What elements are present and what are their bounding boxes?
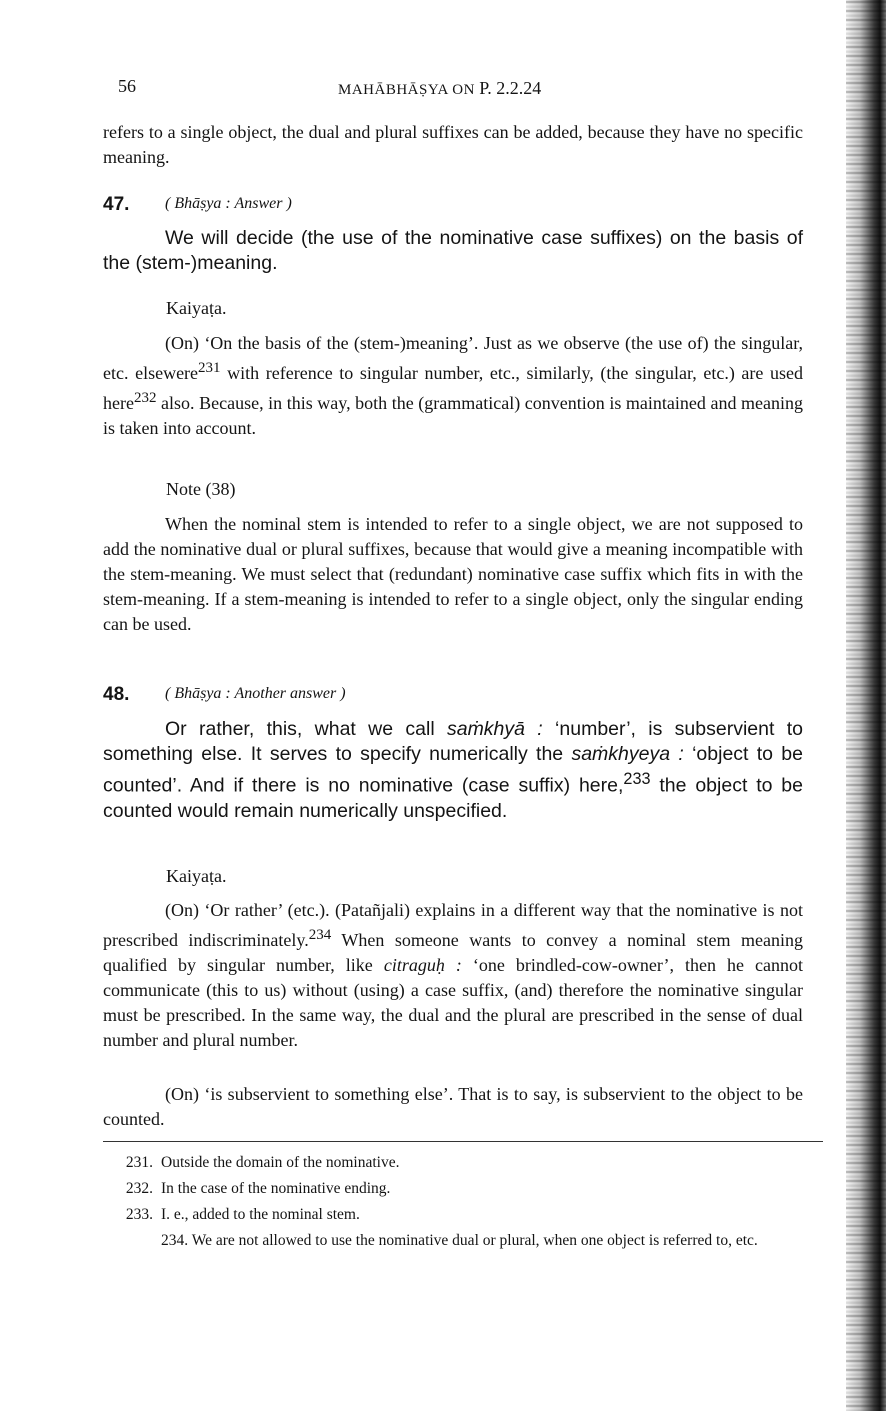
sanskrit-term: saṁkhyeya : bbox=[571, 743, 684, 765]
section-48-heading: ( Bhāṣya : Another answer ) bbox=[165, 685, 346, 702]
text-run: Or rather, this, what we call bbox=[165, 718, 447, 740]
intro-paragraph: refers to a single object, the dual and plural suffixes can be added, because they have no specific meaning. bbox=[103, 122, 803, 167]
text-run: (On) ‘Or rather’ (etc.). (Patañjali) explains in a different way that the nominative is not prescribed indiscriminately. bbox=[103, 900, 803, 950]
section-48-number: 48. bbox=[103, 684, 130, 705]
section-47-bhasya: We will decide (the use of the nominative case suffixes) on the basis of the (stem-)meaning. bbox=[103, 227, 803, 274]
footnote-ref-233: 233 bbox=[623, 770, 651, 788]
footnote-number: 234. bbox=[161, 1232, 189, 1249]
text-run: with reference to singular number, etc., similarly, (the singular, etc.) are used here bbox=[103, 363, 803, 413]
text-run: ‘number’, is subservient to something else. It serves to specify numerically the bbox=[103, 718, 803, 765]
text-run: the object to be counted would remain numerically unspecified. bbox=[103, 774, 803, 822]
text-run: (On) ‘On the basis of the (stem-)meaning’. Just as we observe (the use of) the singular, etc. elsewere bbox=[103, 333, 803, 383]
section-48-kaiyata-label: Kaiyaṭa. bbox=[166, 866, 227, 886]
book-binding-shadow bbox=[846, 0, 886, 1411]
footnote-ref-232: 232 bbox=[133, 390, 157, 406]
section-47-kaiyata-label: Kaiyaṭa. bbox=[166, 298, 227, 318]
page-number: 56 bbox=[118, 76, 136, 96]
footnote-text: In the case of the nominative ending. bbox=[161, 1180, 391, 1197]
footnote-ref-234: 234 bbox=[308, 927, 332, 943]
footnote-232 bbox=[103, 1178, 803, 1200]
note-38-body: When the nominal stem is intended to refer to a single object, we are not supposed to add the nominative dual or plural suffixes, because that would give a meaning incompatible with the stem-meaning. We must select that (redundant) nominative case suffix which fits in with the stem-meaning. If a stem-meaning is intended to refer to a single object, only the singular ending can be used. bbox=[103, 514, 803, 634]
text-run: When someone wants to convey a nominal stem meaning qualified by singular number, like bbox=[103, 930, 803, 975]
footnote-231 bbox=[103, 1152, 803, 1174]
header-title: MAHĀBHĀṢYA ON bbox=[338, 82, 475, 98]
sanskrit-term: saṁkhyā : bbox=[446, 718, 543, 740]
section-48-last-paragraph: (On) ‘is subservient to something else’. That is to say, is subservient to the object to be counted. bbox=[103, 1084, 803, 1129]
footnote-233 bbox=[103, 1204, 803, 1226]
header-reference: P. 2.2.24 bbox=[479, 78, 542, 98]
footnote-text: We are not allowed to use the nominative dual or plural, when one object is referred to, etc. bbox=[191, 1232, 758, 1249]
footnote-divider bbox=[103, 1141, 823, 1142]
section-47-heading: ( Bhāṣya : Answer ) bbox=[165, 195, 292, 212]
section-48-bhasya bbox=[103, 717, 803, 824]
footnote-number: 232. bbox=[125, 1180, 153, 1197]
text-run: also. Because, in this way, both the (grammatical) convention is maintained and meaning is taken into account. bbox=[103, 393, 803, 438]
footnote-number: 231. bbox=[125, 1154, 153, 1171]
section-48-kaiyata bbox=[103, 898, 803, 1053]
text-run: ‘object to be counted’. And if there is no nominative (case suffix) here, bbox=[103, 743, 803, 797]
footnote-ref-231: 231 bbox=[198, 360, 221, 376]
note-38-label: Note (38) bbox=[166, 479, 236, 499]
sanskrit-term: citraguḥ : bbox=[383, 955, 462, 975]
section-47-number: 47. bbox=[103, 194, 130, 215]
footnote-number: 233. bbox=[125, 1206, 153, 1223]
footnote-234 bbox=[103, 1230, 803, 1252]
text-run: ‘one brindled-cow-owner’, then he cannot communicate (this to us) without (using) a case suffix, (and) therefore the nominative singular must be prescribed. In the same way, the dual and the plural are prescribed in the sense of dual number and plural number. bbox=[103, 955, 803, 1050]
running-header bbox=[338, 78, 541, 99]
footnote-text: Outside the domain of the nominative. bbox=[161, 1154, 400, 1171]
footnote-text: I. e., added to the nominal stem. bbox=[161, 1206, 360, 1223]
section-47-kaiyata bbox=[103, 331, 803, 441]
